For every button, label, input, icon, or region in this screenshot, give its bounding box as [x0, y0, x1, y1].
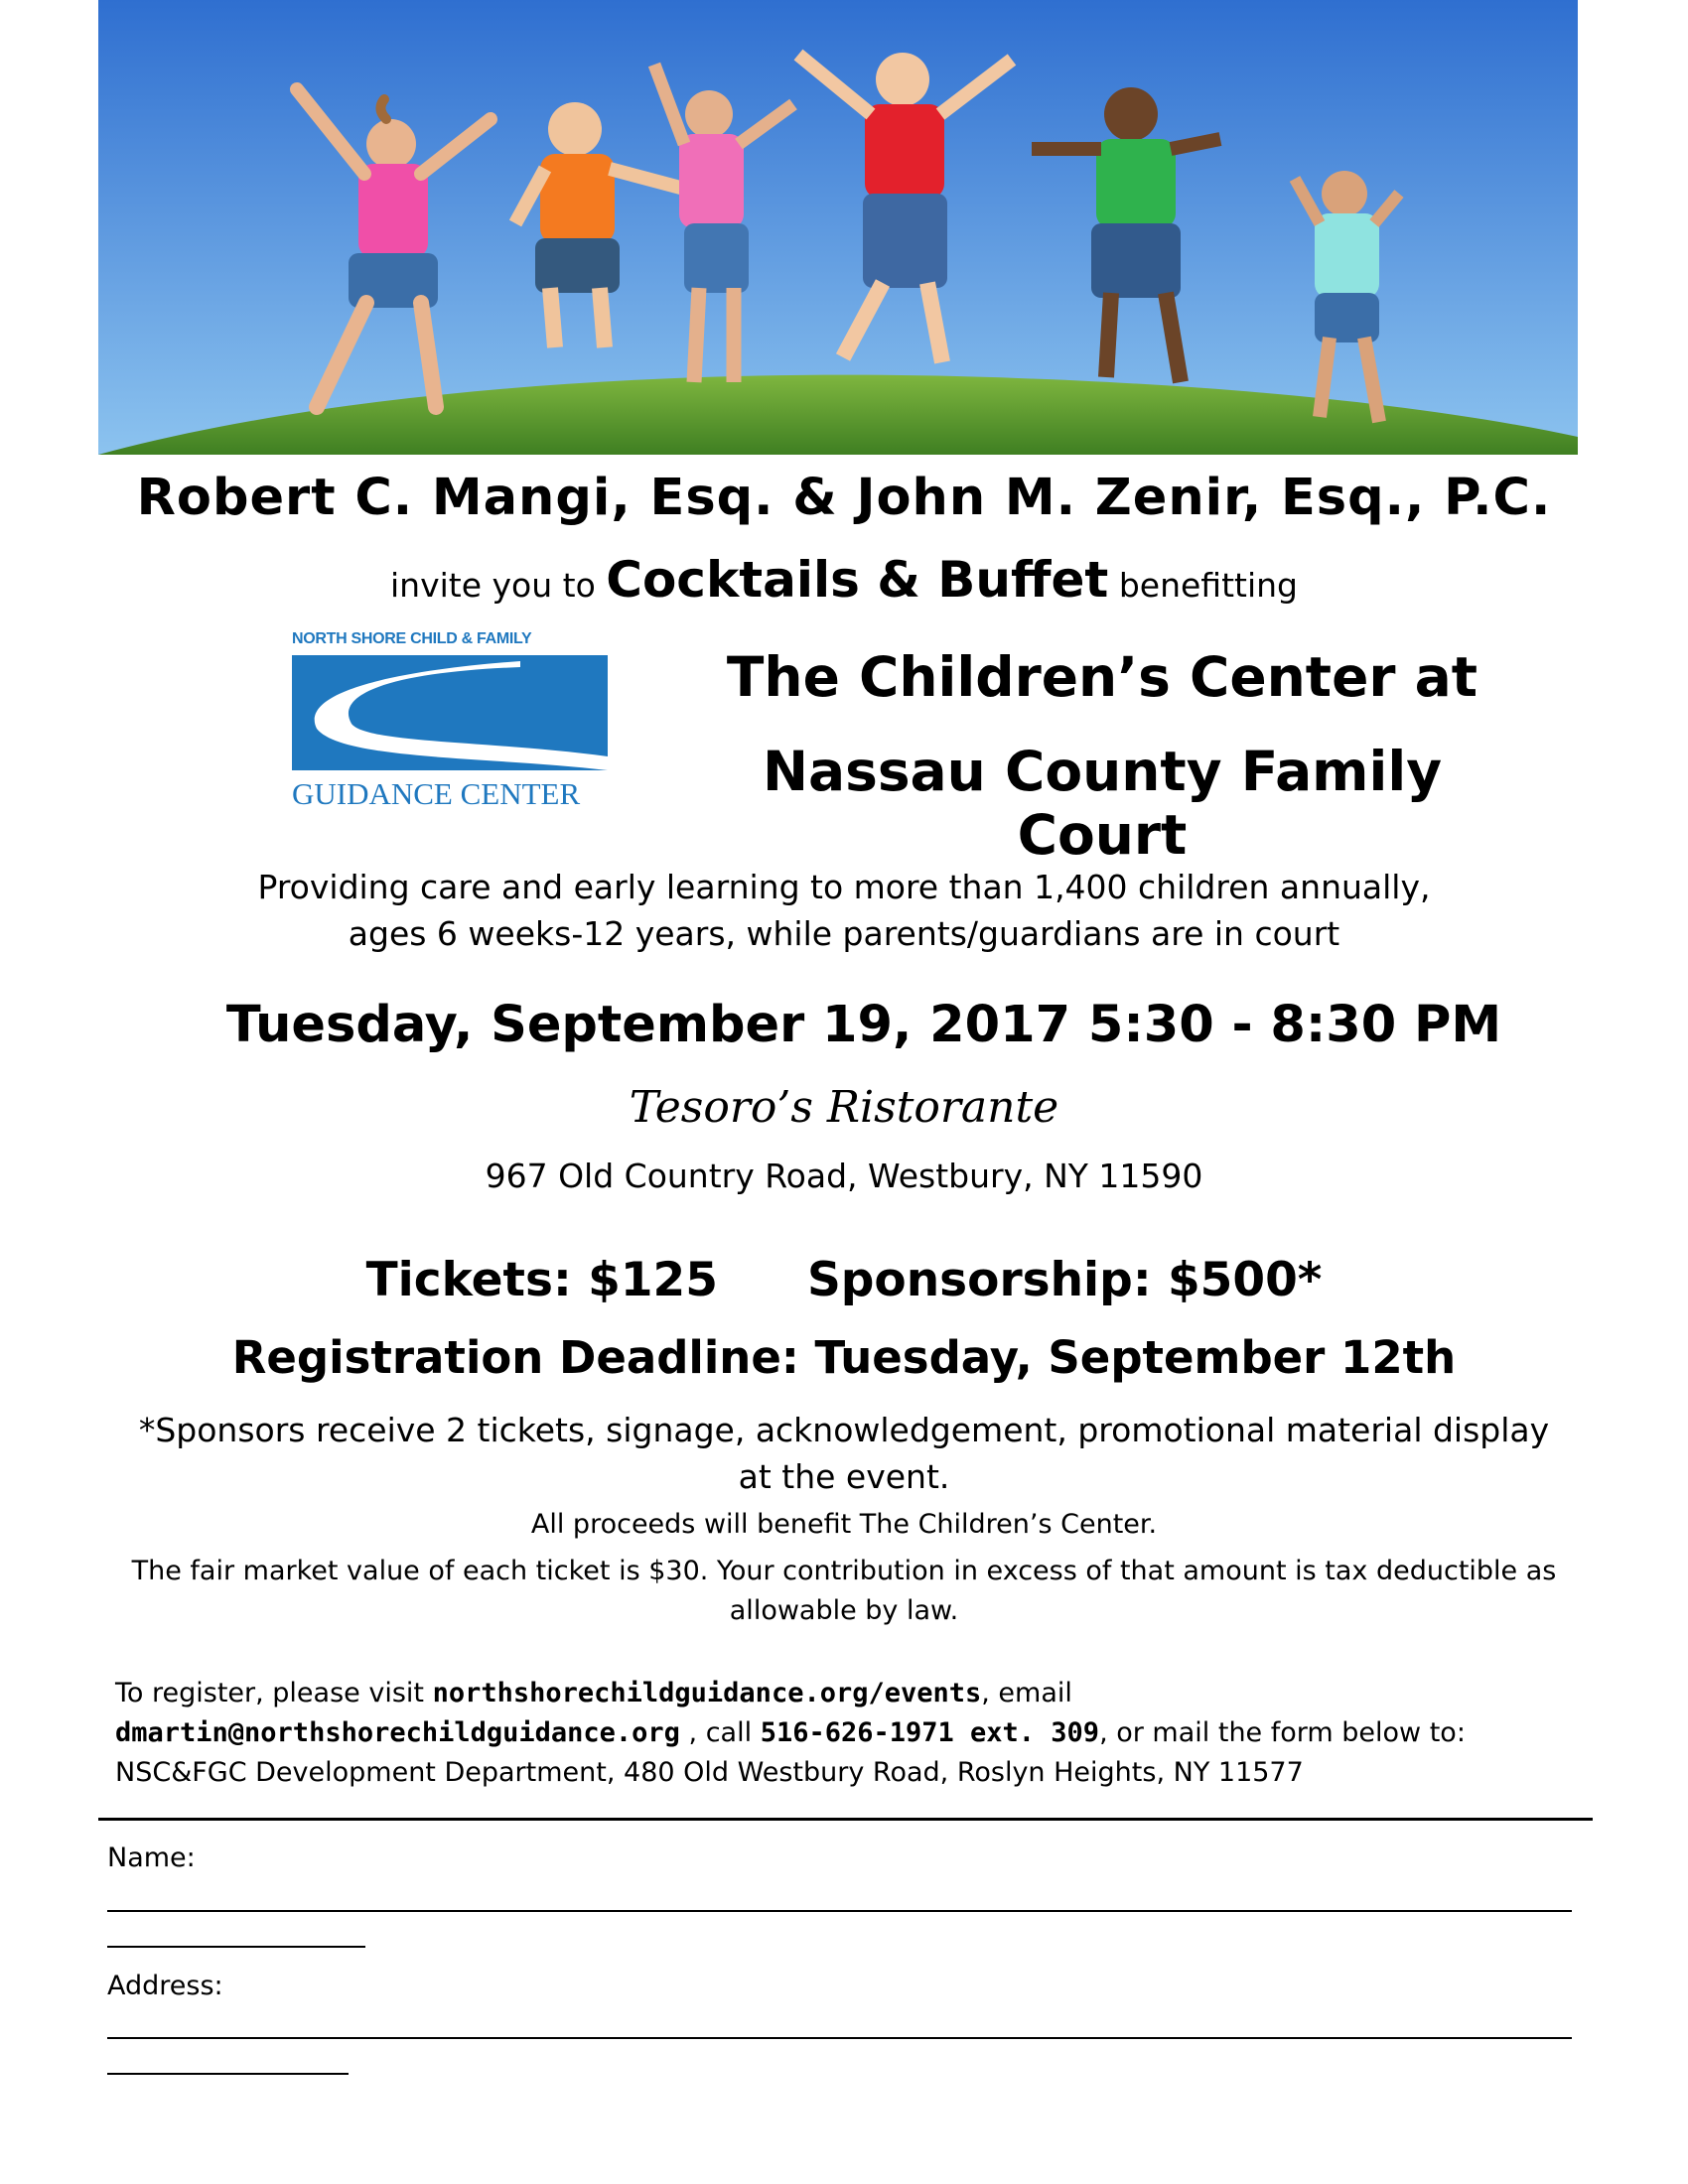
- sponsorship-price: Sponsorship: $500*: [806, 1253, 1323, 1307]
- ticket-price: Tickets: $125: [365, 1253, 718, 1307]
- address-line-continued[interactable]: [107, 2073, 349, 2075]
- email-link[interactable]: dmartin@northshorechildguidance.org: [115, 1717, 680, 1748]
- hero-photo: [98, 0, 1578, 455]
- name-label: Name:: [107, 1843, 196, 1873]
- description-line1: Providing care and early learning to more than 1,400 children annually,: [257, 868, 1431, 906]
- invite-pre: invite you to: [390, 566, 596, 605]
- form-divider: [98, 1818, 1593, 1821]
- venue-name: Tesoro’s Ristorante: [629, 1082, 1059, 1133]
- register-call-pre: , call: [679, 1717, 761, 1748]
- description-line2: ages 6 weeks-12 years, while parents/guardians are in court: [348, 914, 1340, 953]
- register-email-pre: , email: [981, 1678, 1072, 1708]
- register-intro: To register, please visit: [115, 1678, 433, 1708]
- sponsor-benefits: *Sponsors receive 2 tickets, signage, acknowledgement, promotional material display at the event.: [138, 1411, 1550, 1496]
- nscfgc-logo: [292, 629, 608, 810]
- register-mail-text: , or mail the form below to: NSC&FGC Development Department, 480 Old Westbury Road, Roslyn Heights, NY 11577: [115, 1717, 1466, 1788]
- host-names: Robert C. Mangi, Esq. & John M. Zenir, Esq., P.C.: [136, 469, 1552, 527]
- center-name-line2: Nassau County Family Court: [762, 740, 1443, 867]
- phone-number: 516-626-1971 ext. 309: [760, 1717, 1100, 1748]
- proceeds-note: All proceeds will benefit The Children’s Center.: [530, 1509, 1158, 1540]
- center-name-line1: The Children’s Center at: [726, 645, 1478, 709]
- name-line-continued[interactable]: [107, 1946, 365, 1948]
- address-label: Address:: [107, 1971, 223, 2001]
- registration-instructions: [115, 1674, 1565, 1793]
- website-link[interactable]: northshorechildguidance.org/events: [432, 1678, 982, 1708]
- logo-bottom-text: GUIDANCE CENTER: [292, 776, 581, 810]
- name-line[interactable]: [107, 1910, 1572, 1912]
- invite-event: Cocktails & Buffet: [606, 551, 1109, 609]
- venue-address: 967 Old Country Road, Westbury, NY 11590: [485, 1157, 1203, 1195]
- registration-deadline: Registration Deadline: Tuesday, September 12th: [231, 1331, 1457, 1384]
- invite-line: [0, 551, 1688, 609]
- address-line[interactable]: [107, 2037, 1572, 2039]
- fair-market-note: The fair market value of each ticket is $30. Your contribution in excess of that amount is tax deductible as allowable by law.: [131, 1556, 1557, 1626]
- invite-post: benefitting: [1118, 566, 1298, 605]
- pricing-line: [0, 1253, 1688, 1307]
- event-datetime: Tuesday, September 19, 2017 5:30 - 8:30 PM: [225, 996, 1502, 1054]
- logo-top-text: NORTH SHORE CHILD & FAMILY: [292, 630, 532, 647]
